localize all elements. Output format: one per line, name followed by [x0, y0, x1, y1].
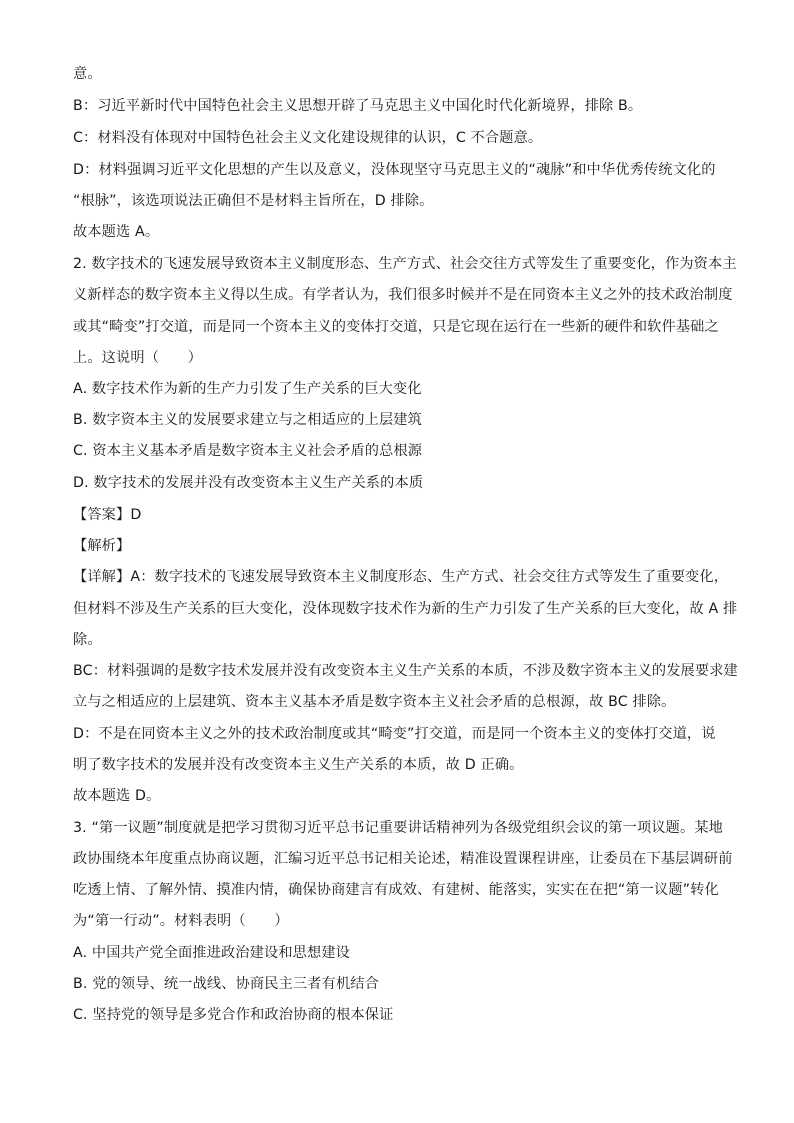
analysis-label: 【解析】 [73, 538, 131, 554]
question-stem: 或其“畸变”打交道，而是同一个资本主义的变体打交道，只是它现在运行在一些新的硬件和软件基础之 [73, 319, 719, 335]
explanation-line: 【详解】A：数字技术的飞速发展导致资本主义制度形态、生产方式、社会交往方式等发生了重要变化， [73, 569, 729, 585]
explanation-line: BC：材料强调的是数字技术发展并没有改变资本主义生产关系的本质，不涉及数字资本主义的发展要求建 [73, 663, 738, 679]
option-a: A. 数字技术作为新的生产力引发了生产关系的巨大变化 [73, 381, 422, 397]
conclusion-line: 故本题选 D。 [73, 788, 161, 804]
text-line: 意。 [73, 66, 102, 82]
option-a: A. 中国共产党全面推进政治建设和思想建设 [73, 945, 351, 961]
question-stem: 为“第一行动”。材料表明（ ） [73, 913, 289, 929]
text-line: D：材料强调习近平文化思想的产生以及意义，没体现坚守马克思主义的“魂脉”和中华优秀传统文化的 [73, 162, 716, 178]
question-stem: 3. “第一议题”制度就是把学习贯彻习近平总书记重要讲话精神列为各级党组织会议的第一项议题。某地 [73, 820, 724, 836]
explanation-line: 立与之相适应的上层建筑、资本主义基本矛盾是数字资本主义社会矛盾的总根源，故 BC 排除。 [73, 694, 676, 710]
text-line: B：习近平新时代中国特色社会主义思想开辟了马克思主义中国化时代化新境界，排除 B。 [73, 98, 643, 114]
explanation-line: 明了数字技术的发展并没有改变资本主义生产关系的本质，故 D 正确。 [73, 757, 524, 773]
option-c: C. 资本主义基本矛盾是数字资本主义社会矛盾的总根源 [73, 443, 423, 459]
explanation-line: 除。 [73, 632, 102, 648]
question-stem: 上。这说明（ ） [73, 350, 203, 366]
option-d: D. 数字技术的发展并没有改变资本主义生产关系的本质 [73, 475, 424, 491]
explanation-line: 但材料不涉及生产关系的巨大变化，没体现数字技术作为新的生产力引发了生产关系的巨大变化，故 A 排 [73, 601, 738, 617]
answer-label: 【答案】D [73, 507, 142, 523]
question-stem: 2. 数字技术的飞速发展导致资本主义制度形态、生产方式、社会交往方式等发生了重要变化，作为资本主 [73, 256, 737, 272]
option-c: C. 坚持党的领导是多党合作和政治协商的根本保证 [73, 1007, 394, 1023]
option-b: B. 数字资本主义的发展要求建立与之相适应的上层建筑 [73, 412, 422, 428]
text-line: 故本题选 A。 [73, 224, 160, 240]
question-stem: 政协围绕本年度重点协商议题，汇编习近平总书记相关论述，精准设置课程讲座，让委员在下基层调研前 [73, 851, 733, 867]
explanation-line: D：不是在同资本主义之外的技术政治制度或其“畸变”打交道，而是同一个资本主义的变体打交道，说 [73, 726, 716, 742]
text-line: “根脉”，该选项说法正确但不是材料主旨所在，D 排除。 [73, 193, 434, 209]
option-b: B. 党的领导、统一战线、协商民主三者有机结合 [73, 976, 379, 992]
question-stem: 吃透上情、了解外情、摸准内情，确保协商建言有成效、有建树、能落实，实实在在把“第一议题”转化 [73, 882, 719, 898]
question-stem: 义新样态的数字资本主义得以生成。有学者认为，我们很多时候并不是在同资本主义之外的技术政治制度 [73, 287, 733, 303]
text-line: C：材料没有体现对中国特色社会主义文化建设规律的认识，C 不合题意。 [73, 130, 543, 146]
